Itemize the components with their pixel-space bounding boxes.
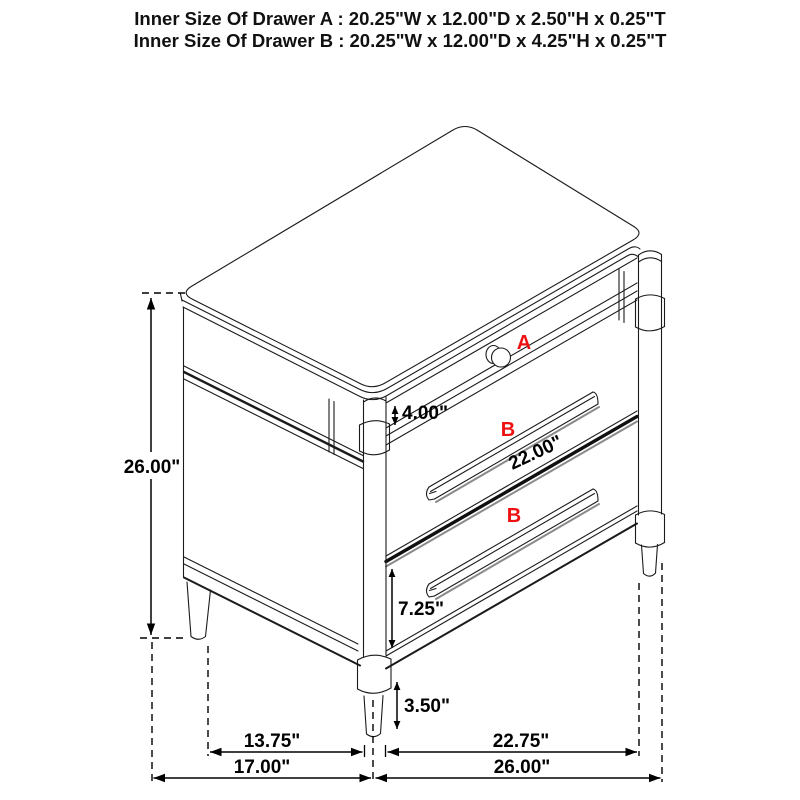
drawer-label-b1: B	[500, 419, 516, 441]
dim-label-overall-height: 26.00"	[123, 457, 181, 478]
dim-width-overall	[376, 757, 661, 778]
drawer-a-top-edge	[386, 258, 637, 403]
drawer-label-a: A	[516, 332, 532, 354]
dim-drawer-b-height	[392, 569, 444, 648]
right-leg	[642, 545, 658, 577]
nightstand-line-drawing	[181, 127, 665, 737]
dim-overall-height	[124, 293, 188, 638]
dim-label-width-overall: 26.00"	[493, 757, 551, 778]
diagram-header	[134, 8, 667, 51]
extension-ticks	[365, 745, 386, 757]
side-panel	[184, 307, 364, 666]
rear-left-leg	[187, 582, 211, 639]
dim-label-depth-overall: 17.00"	[233, 757, 291, 778]
title-line-a: Inner Size Of Drawer A : 20.25"W x 12.00"D x 2.50"H x 0.25"T	[134, 8, 666, 29]
dim-label-depth-inner: 13.75"	[243, 731, 301, 752]
dim-drawer-a-height	[395, 403, 448, 425]
dimension-annotations	[124, 293, 662, 782]
dim-label-drawer-a-height: 4.00"	[402, 403, 448, 424]
dim-leg-height	[397, 682, 450, 729]
drawer-label-b2: B	[506, 505, 522, 527]
dim-label-drawer-width: 22.00"	[505, 431, 566, 475]
extension-lines	[152, 563, 662, 782]
dim-label-leg-height: 3.50"	[404, 696, 450, 717]
right-post-cap	[639, 251, 662, 255]
drawer-b1-handle	[427, 392, 600, 502]
front-post	[358, 397, 392, 693]
title-line-b: Inner Size Of Drawer B : 20.25"W x 12.00"D x 4.25"H x 0.25"T	[133, 30, 667, 51]
dim-depth-inner	[210, 731, 363, 752]
dim-width-inner	[388, 731, 638, 752]
dim-label-width-inner: 22.75"	[492, 731, 550, 752]
top-panel	[181, 127, 641, 400]
right-post	[636, 251, 665, 547]
dim-depth-overall	[154, 757, 372, 778]
drawer-a-knob	[486, 346, 511, 368]
drawer-b2-bottom-edge	[386, 506, 637, 651]
dim-label-drawer-b-height: 7.25"	[398, 599, 444, 620]
